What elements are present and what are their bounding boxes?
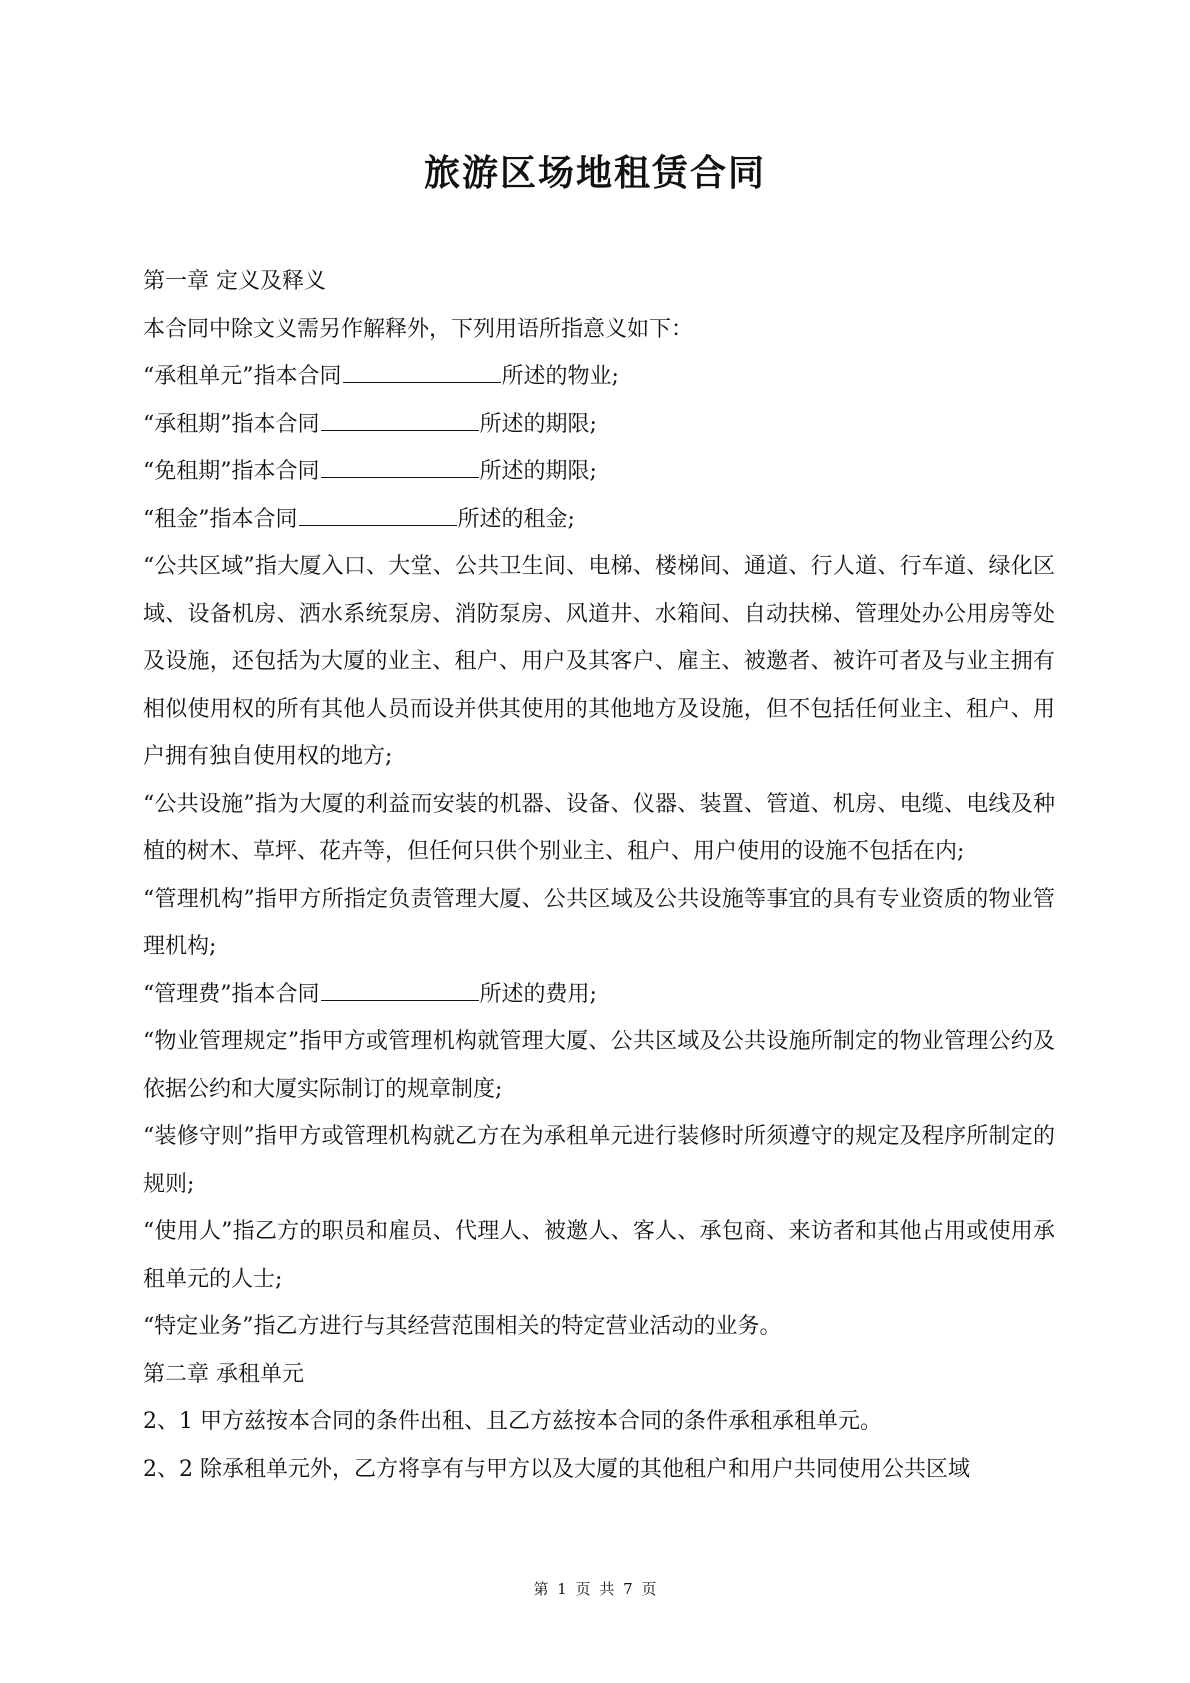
definition-suffix: 所述的费用; [479, 981, 597, 1007]
fill-in-blank[interactable] [321, 980, 479, 1001]
fill-in-blank[interactable] [321, 410, 479, 431]
page-number-footer: 第 1 页 共 7 页 [533, 1580, 657, 1598]
definition-management-agency: “管理机构”指甲方所指定负责管理大厦、公共区域及公共设施等事宜的具有专业资质的物业管理机构; [143, 886, 1055, 959]
definition-users: “使用人”指乙方的职员和雇员、代理人、被邀人、客人、承包商、来访者和其他占用或使用承租单元的人士; [143, 1219, 1055, 1292]
definition-property-rules: “物业管理规定”指甲方或管理机构就管理大厦、公共区域及公共设施所制定的物业管理公约及依据公约和大厦实际制订的规章制度; [143, 1029, 1055, 1102]
definition-suffix: 所述的租金; [457, 506, 575, 532]
chapter-heading: 第一章 定义及释义 [143, 269, 326, 294]
document-title: 旅游区场地租赁合同 [423, 152, 766, 194]
fill-in-blank[interactable] [299, 505, 457, 526]
definition-term: “免租期”指本合同 [143, 459, 320, 484]
definition-management-fee [143, 971, 1055, 1019]
clause-2-1: 2、1 甲方兹按本合同的条件出租、且乙方兹按本合同的条件承租承租单元。 [143, 1409, 882, 1434]
definition-term: “租金”指本合同 [143, 506, 298, 532]
clause-2-2: 2、2 除承租单元外，乙方将享有与甲方以及大厦的其他租户和用户共同使用公共区域 [143, 1456, 970, 1482]
fill-in-blank[interactable] [321, 457, 479, 478]
definition-public-area: “公共区域”指大厦入口、大堂、公共卫生间、电梯、楼梯间、通道、行人道、行车道、绿化区域、设备机房、洒水系统泵房、消防泵房、风道井、水箱间、自动扶梯、管理处办公用房等处及设施，还包括为大厦的业主、租户、用户及其客户、雇主、被邀者、被许可者及与业主拥有相似使用权的所有其他人员而设并供其使用的其他地方及设施，但不包括任何业主、租户、用户拥有独自使用权的地方; [143, 554, 1055, 769]
definition-rent [143, 496, 1055, 544]
definition-term: “管理费”指本合同 [143, 981, 320, 1007]
definition-renovation-rules: “装修守则”指甲方或管理机构就乙方在为承租单元进行装修时所须遵守的规定及程序所制定的规则; [143, 1124, 1055, 1197]
chapter-heading: 第二章 承租单元 [143, 1361, 304, 1387]
definition-lease-term [143, 401, 1055, 449]
definition-term: “承租期”指本合同 [143, 411, 320, 437]
definition-specific-business: “特定业务”指乙方进行与其经营范围相关的特定营业活动的业务。 [143, 1314, 782, 1339]
definition-suffix: 所述的期限; [479, 459, 597, 484]
fill-in-blank[interactable] [343, 362, 501, 383]
definition-suffix: 所述的物业; [501, 364, 619, 389]
definition-public-facilities: “公共设施”指为大厦的利益而安装的机器、设备、仪器、装置、管道、机房、电缆、电线及种植的树木、草坪、花卉等，但任何只供个别业主、租户、用户使用的设施不包括在内; [143, 791, 1055, 864]
document-body [143, 258, 1055, 1493]
definition-leased-unit [143, 353, 1055, 401]
definition-suffix: 所述的期限; [479, 411, 597, 437]
intro-paragraph: 本合同中除文义需另作解释外，下列用语所指意义如下： [143, 316, 694, 342]
definition-term: “承租单元”指本合同 [143, 364, 342, 389]
definition-rent-free-period [143, 448, 1055, 496]
